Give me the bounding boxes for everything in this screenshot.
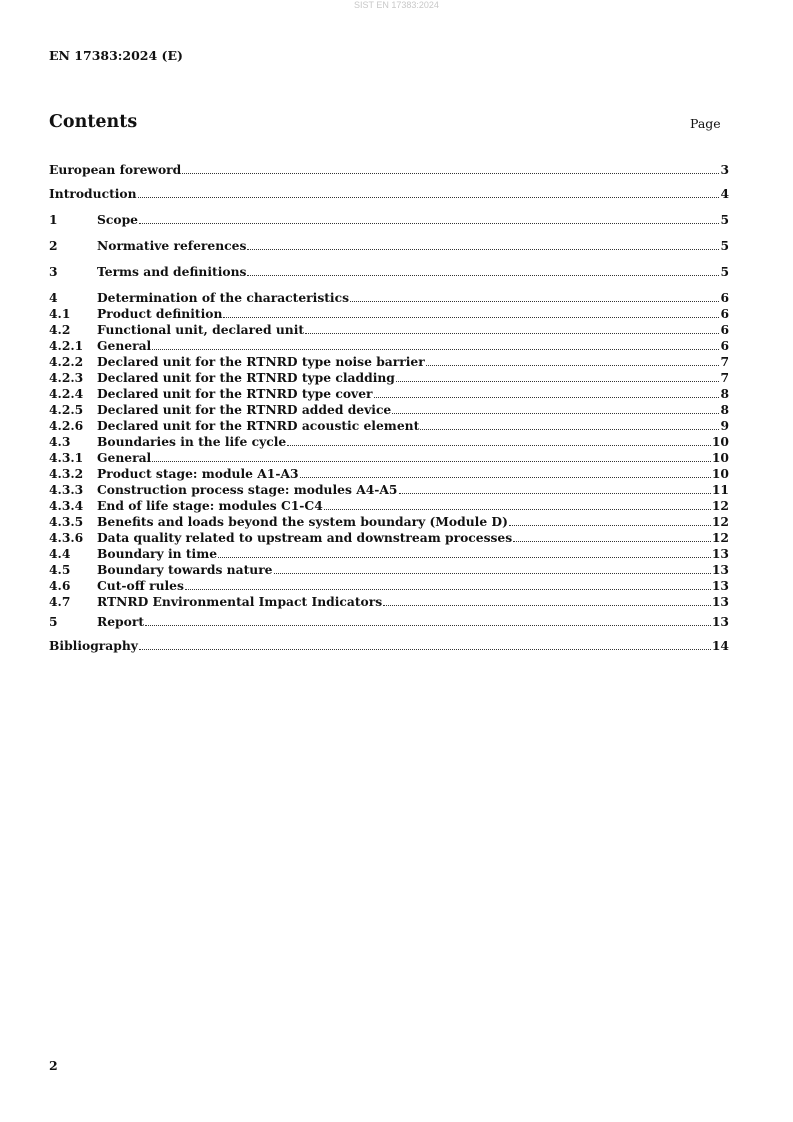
toc-entry-page: 5 bbox=[720, 212, 729, 227]
dot-leader bbox=[287, 445, 711, 446]
toc-entry-title: RTNRD Environmental Impact Indicators bbox=[97, 594, 383, 609]
toc-entry[interactable] bbox=[49, 638, 729, 654]
dot-leader bbox=[185, 589, 711, 590]
page-column-label: Page bbox=[690, 116, 721, 131]
dot-leader bbox=[247, 275, 719, 276]
toc-entry-title: Bibliography bbox=[49, 638, 138, 653]
toc-entry-page: 10 bbox=[711, 434, 729, 449]
toc-entry[interactable] bbox=[49, 514, 729, 530]
toc-entry-title: Product stage: module A1-A3 bbox=[97, 466, 299, 481]
toc-entry-number: 4.2.6 bbox=[49, 418, 84, 433]
toc-entry-title: Declared unit for the RTNRD type cover bbox=[97, 386, 373, 401]
dot-leader bbox=[324, 509, 711, 510]
dot-leader bbox=[383, 605, 711, 606]
dot-leader bbox=[138, 197, 720, 198]
toc-entry-page: 13 bbox=[711, 614, 729, 629]
toc-entry-page: 12 bbox=[711, 530, 729, 545]
page-number: 2 bbox=[49, 1058, 58, 1073]
toc-entry-number: 3 bbox=[49, 264, 58, 279]
dot-leader bbox=[399, 493, 711, 494]
toc-entry[interactable] bbox=[49, 290, 729, 306]
toc-entry-page: 8 bbox=[720, 386, 729, 401]
toc-entry-title: General bbox=[97, 338, 152, 353]
dot-leader bbox=[218, 557, 711, 558]
toc-entry[interactable] bbox=[49, 546, 729, 562]
toc-entry-title: Data quality related to upstream and downstream processes bbox=[97, 530, 513, 545]
toc-entry[interactable] bbox=[49, 354, 729, 370]
dot-leader bbox=[152, 461, 711, 462]
dot-leader bbox=[152, 349, 719, 350]
document-id: EN 17383:2024 (E) bbox=[49, 48, 183, 63]
toc-entry-page: 6 bbox=[720, 338, 729, 353]
toc-entry-page: 6 bbox=[720, 290, 729, 305]
dot-leader bbox=[274, 573, 711, 574]
toc-entry-page: 9 bbox=[720, 418, 729, 433]
toc-entry[interactable] bbox=[49, 498, 729, 514]
toc-entry-title: Cut-off rules bbox=[97, 578, 184, 593]
toc-entry-title: End of life stage: modules C1-C4 bbox=[97, 498, 323, 513]
toc-entry-title: Benefits and loads beyond the system boundary (Module D) bbox=[97, 514, 508, 529]
toc-entry-page: 3 bbox=[720, 162, 729, 177]
toc-entry[interactable] bbox=[49, 594, 729, 610]
dot-leader bbox=[305, 333, 719, 334]
toc-entry-number: 5 bbox=[49, 614, 58, 629]
toc-entry-number: 4 bbox=[49, 290, 58, 305]
toc-entry-page: 8 bbox=[720, 402, 729, 417]
dot-leader bbox=[350, 301, 719, 302]
toc-entry[interactable] bbox=[49, 482, 729, 498]
dot-leader bbox=[139, 223, 719, 224]
dot-leader bbox=[426, 365, 720, 366]
toc-entry-number: 4.2.4 bbox=[49, 386, 84, 401]
toc-entry-number: 4.2.2 bbox=[49, 354, 84, 369]
table-of-contents bbox=[49, 162, 729, 654]
toc-entry-number: 4.1 bbox=[49, 306, 71, 321]
toc-entry-number: 4.2.3 bbox=[49, 370, 84, 385]
toc-entry-page: 14 bbox=[711, 638, 729, 653]
toc-entry[interactable] bbox=[49, 162, 729, 178]
toc-entry-number: 4.4 bbox=[49, 546, 71, 561]
toc-entry-number: 4.3.1 bbox=[49, 450, 84, 465]
dot-leader bbox=[223, 317, 719, 318]
toc-entry-title: European foreword bbox=[49, 162, 182, 177]
toc-entry-title: Declared unit for the RTNRD type cladding bbox=[97, 370, 395, 385]
toc-entry-page: 13 bbox=[711, 594, 729, 609]
toc-entry-page: 12 bbox=[711, 498, 729, 513]
toc-entry[interactable] bbox=[49, 562, 729, 578]
toc-entry-page: 10 bbox=[711, 450, 729, 465]
toc-entry[interactable] bbox=[49, 186, 729, 202]
toc-entry-number: 4.6 bbox=[49, 578, 71, 593]
toc-entry-number: 1 bbox=[49, 212, 58, 227]
toc-entry[interactable] bbox=[49, 386, 729, 402]
toc-entry-title: Declared unit for the RTNRD type noise barrier bbox=[97, 354, 425, 369]
dot-leader bbox=[374, 397, 720, 398]
toc-entry[interactable] bbox=[49, 614, 729, 630]
dot-leader bbox=[145, 625, 711, 626]
toc-entry-page: 7 bbox=[720, 354, 729, 369]
watermark: SIST EN 17383:2024 bbox=[354, 0, 439, 10]
toc-entry-title: Declared unit for the RTNRD acoustic element bbox=[97, 418, 420, 433]
toc-entry-page: 5 bbox=[720, 238, 729, 253]
toc-entry-page: 11 bbox=[711, 482, 729, 497]
toc-entry-number: 4.5 bbox=[49, 562, 71, 577]
dot-leader bbox=[139, 649, 711, 650]
toc-entry[interactable] bbox=[49, 212, 729, 228]
toc-entry-page: 13 bbox=[711, 546, 729, 561]
toc-entry[interactable] bbox=[49, 322, 729, 338]
toc-entry-page: 7 bbox=[720, 370, 729, 385]
toc-entry[interactable] bbox=[49, 370, 729, 386]
toc-entry-page: 6 bbox=[720, 306, 729, 321]
toc-entry[interactable] bbox=[49, 578, 729, 594]
toc-entry-page: 10 bbox=[711, 466, 729, 481]
toc-entry-number: 4.3.6 bbox=[49, 530, 84, 545]
toc-entry-number: 4.3.4 bbox=[49, 498, 84, 513]
toc-entry-title: Product definition bbox=[97, 306, 223, 321]
toc-entry-page: 13 bbox=[711, 578, 729, 593]
dot-leader bbox=[247, 249, 719, 250]
toc-entry-page: 13 bbox=[711, 562, 729, 577]
toc-entry-title: Construction process stage: modules A4-A5 bbox=[97, 482, 398, 497]
toc-entry[interactable] bbox=[49, 338, 729, 354]
toc-entry-title: Functional unit, declared unit bbox=[97, 322, 305, 337]
dot-leader bbox=[392, 413, 719, 414]
toc-entry[interactable] bbox=[49, 466, 729, 482]
toc-entry[interactable] bbox=[49, 238, 729, 254]
contents-heading: Contents bbox=[49, 112, 138, 132]
toc-entry-number: 4.2 bbox=[49, 322, 71, 337]
toc-entry[interactable] bbox=[49, 306, 729, 322]
toc-entry-number: 4.3.5 bbox=[49, 514, 84, 529]
toc-entry-title: Boundary towards nature bbox=[97, 562, 273, 577]
toc-entry-title: Scope bbox=[97, 212, 138, 227]
toc-entry-title: Introduction bbox=[49, 186, 137, 201]
dot-leader bbox=[420, 429, 719, 430]
toc-entry-page: 12 bbox=[711, 514, 729, 529]
toc-entry-page: 4 bbox=[720, 186, 729, 201]
toc-entry-title: Terms and definitions bbox=[97, 264, 247, 279]
dot-leader bbox=[300, 477, 711, 478]
toc-entry[interactable] bbox=[49, 264, 729, 280]
toc-entry[interactable] bbox=[49, 450, 729, 466]
toc-entry-title: General bbox=[97, 450, 152, 465]
toc-entry-number: 4.2.1 bbox=[49, 338, 84, 353]
toc-entry-title: Report bbox=[97, 614, 145, 629]
dot-leader bbox=[396, 381, 720, 382]
toc-entry-number: 4.7 bbox=[49, 594, 71, 609]
dot-leader bbox=[182, 173, 719, 174]
toc-entry-number: 2 bbox=[49, 238, 58, 253]
toc-entry-page: 6 bbox=[720, 322, 729, 337]
toc-entry-title: Declared unit for the RTNRD added device bbox=[97, 402, 392, 417]
toc-entry-number: 4.3.3 bbox=[49, 482, 84, 497]
toc-entry-number: 4.3.2 bbox=[49, 466, 84, 481]
toc-entry-title: Boundaries in the life cycle bbox=[97, 434, 287, 449]
toc-entry-title: Normative references bbox=[97, 238, 247, 253]
dot-leader bbox=[513, 541, 711, 542]
toc-entry-number: 4.3 bbox=[49, 434, 71, 449]
toc-entry[interactable] bbox=[49, 530, 729, 546]
dot-leader bbox=[509, 525, 711, 526]
toc-entry-title: Boundary in time bbox=[97, 546, 218, 561]
toc-entry-number: 4.2.5 bbox=[49, 402, 84, 417]
toc-entry-page: 5 bbox=[720, 264, 729, 279]
toc-entry[interactable] bbox=[49, 402, 729, 418]
toc-entry-title: Determination of the characteristics bbox=[97, 290, 350, 305]
toc-entry[interactable] bbox=[49, 434, 729, 450]
toc-entry[interactable] bbox=[49, 418, 729, 434]
